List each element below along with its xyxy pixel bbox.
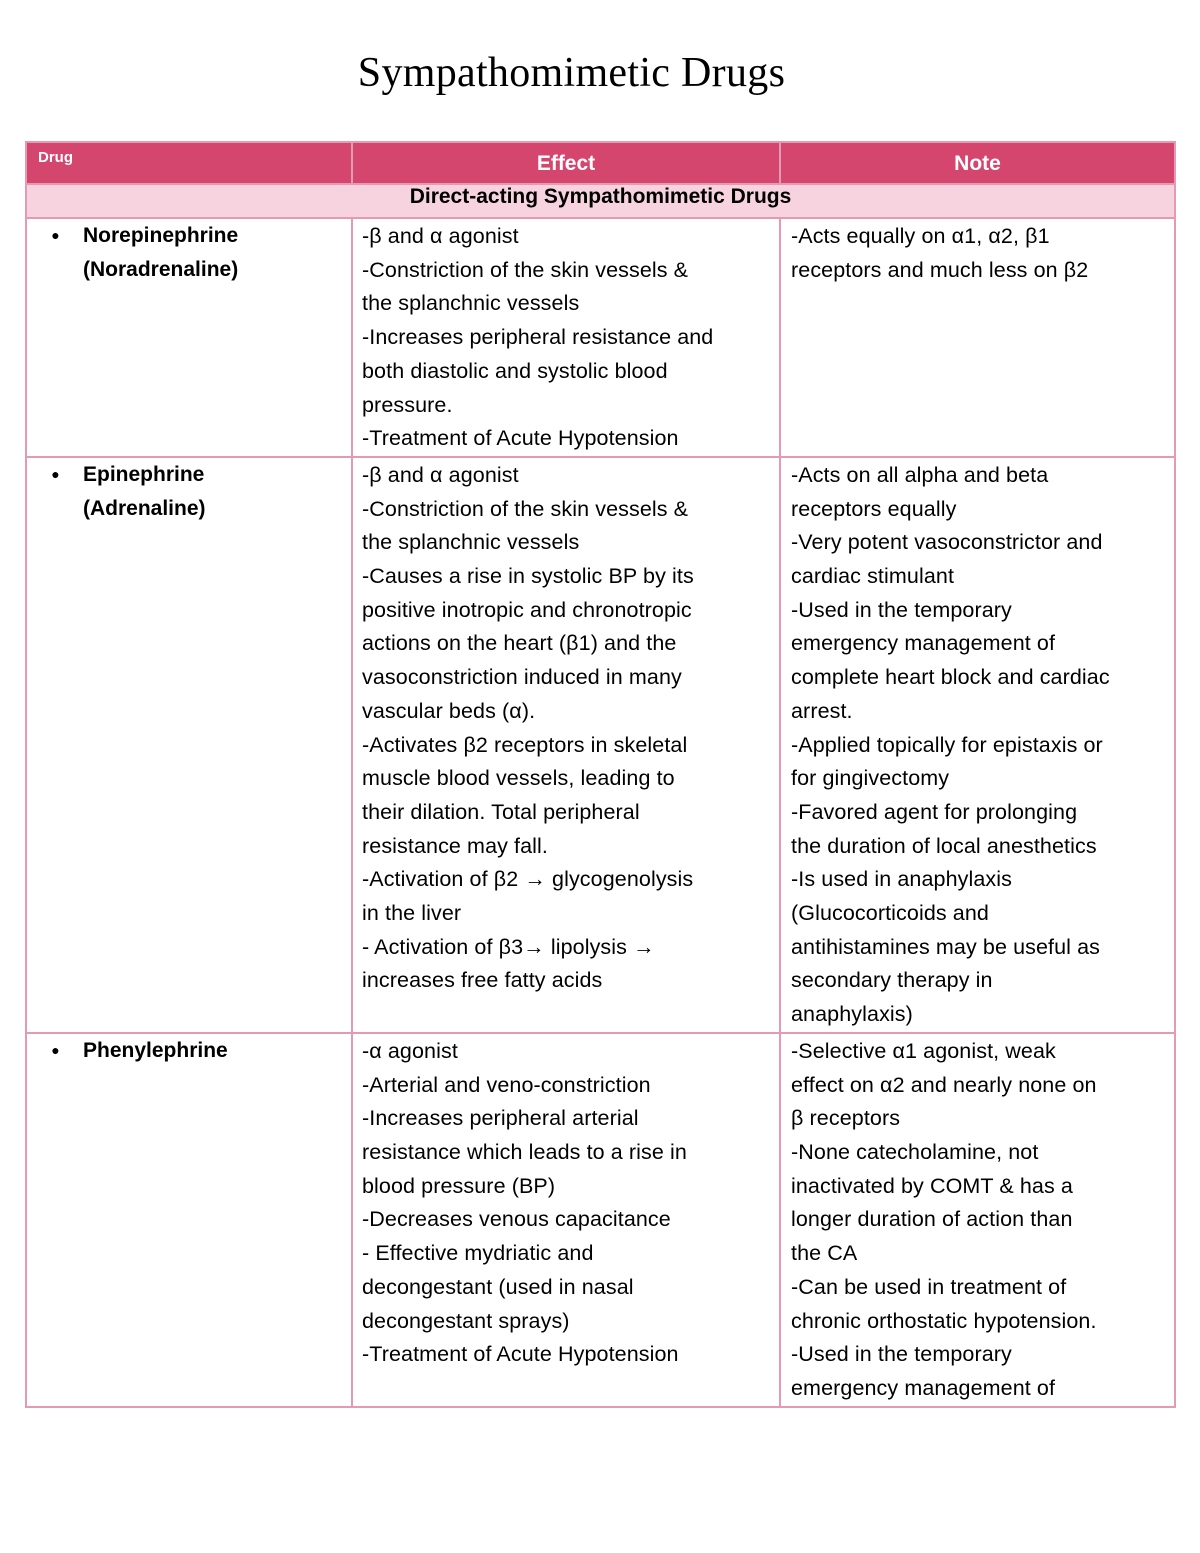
note-line: receptors and much less on β2 xyxy=(791,257,1089,282)
effect-line: - Effective mydriatic and xyxy=(362,1241,594,1266)
note-line: anaphylaxis) xyxy=(791,1002,913,1027)
note-line: effect on α2 and nearly none on xyxy=(791,1072,1097,1097)
effect-line: -Constriction of the skin vessels & xyxy=(362,257,689,282)
effect-line: -Decreases venous capacitance xyxy=(362,1207,671,1232)
table-body xyxy=(26,218,1175,1407)
note-line: β receptors xyxy=(791,1106,901,1131)
note-line: arrest. xyxy=(791,698,853,723)
effect-line: muscle blood vessels, leading to xyxy=(362,766,675,791)
note-line: inactivated by COMT & has a xyxy=(791,1173,1073,1198)
note-line: emergency management of xyxy=(791,631,1056,656)
note-line: -Favored agent for prolonging xyxy=(791,799,1078,824)
note-line: antihistamines may be useful as xyxy=(791,934,1101,959)
drug-name-line: (Noradrenaline) xyxy=(83,257,239,281)
effect-line: -α agonist xyxy=(362,1038,458,1063)
effect-cell xyxy=(352,218,780,457)
table-row xyxy=(26,457,1175,1033)
section-title: Direct-acting Sympathomimetic Drugs xyxy=(26,184,1175,218)
table-row xyxy=(26,1033,1175,1407)
effect-line: -Increases peripheral arterial xyxy=(362,1106,639,1131)
effect-line: actions on the heart (β1) and the xyxy=(362,631,677,656)
header-effect: Effect xyxy=(352,142,780,184)
note-line: (Glucocorticoids and xyxy=(791,901,989,926)
drug-name xyxy=(83,219,351,286)
effect-line: - Activation of β3→ lipolysis → xyxy=(362,934,655,959)
bullet-icon: ● xyxy=(51,465,60,482)
drug-name-line: Norepinephrine xyxy=(83,224,239,247)
drug-name xyxy=(83,458,351,525)
drug-list-item xyxy=(27,1034,351,1068)
note-line: -Applied topically for epistaxis or xyxy=(791,732,1103,757)
effect-line: -Activates β2 receptors in skeletal xyxy=(362,732,688,757)
note-line: chronic orthostatic hypotension. xyxy=(791,1308,1097,1333)
note-line: longer duration of action than xyxy=(791,1207,1073,1232)
effect-line: vasoconstriction induced in many xyxy=(362,665,682,690)
effect-line: their dilation. Total peripheral xyxy=(362,799,640,824)
table-header-row xyxy=(26,142,1175,184)
drug-name-line: (Adrenaline) xyxy=(83,496,206,520)
bullet-icon: ● xyxy=(51,227,60,243)
bullet-icon: ● xyxy=(51,1041,60,1058)
drug-table xyxy=(25,141,1176,1408)
note-line: the duration of local anesthetics xyxy=(791,833,1097,858)
note-line: -Acts equally on α1, α2, β1 xyxy=(791,224,1050,248)
note-line: -None catecholamine, not xyxy=(791,1139,1039,1164)
note-line: -Can be used in treatment of xyxy=(791,1274,1067,1299)
drug-cell xyxy=(26,1033,352,1407)
note-line: emergency management of xyxy=(791,1375,1056,1400)
note-cell xyxy=(780,1033,1175,1407)
effect-line: -Activation of β2 → glycogenolysis xyxy=(362,867,694,892)
drug-name-line: Phenylephrine xyxy=(83,1038,228,1062)
note-line: -Very potent vasoconstrictor and xyxy=(791,530,1103,555)
effect-cell xyxy=(352,1033,780,1407)
header-drug: Drug xyxy=(26,142,352,184)
note-line: -Acts on all alpha and beta xyxy=(791,462,1049,487)
effect-line: -Treatment of Acute Hypotension xyxy=(362,426,679,451)
effect-cell xyxy=(352,457,780,1033)
effect-line: increases free fatty acids xyxy=(362,968,603,993)
effect-line: the splanchnic vessels xyxy=(362,530,580,555)
note-line: -Is used in anaphylaxis xyxy=(791,867,1013,892)
section-row xyxy=(26,184,1175,218)
table-row xyxy=(26,218,1175,457)
drug-list-item xyxy=(27,219,351,286)
drug-cell xyxy=(26,218,352,457)
effect-line: decongestant sprays) xyxy=(362,1308,570,1333)
note-line: -Selective α1 agonist, weak xyxy=(791,1038,1056,1063)
note-line: cardiac stimulant xyxy=(791,564,955,589)
note-cell xyxy=(780,457,1175,1033)
drug-name xyxy=(83,1034,351,1068)
header-note: Note xyxy=(780,142,1175,184)
effect-line: -Causes a rise in systolic BP by its xyxy=(362,564,694,589)
effect-line: positive inotropic and chronotropic xyxy=(362,597,692,622)
effect-line: the splanchnic vessels xyxy=(362,291,580,316)
note-line: -Used in the temporary xyxy=(791,1342,1012,1367)
note-line: secondary therapy in xyxy=(791,968,993,993)
drug-name-line: Epinephrine xyxy=(83,462,205,486)
effect-line: vascular beds (α). xyxy=(362,698,536,723)
drug-cell xyxy=(26,457,352,1033)
effect-line: both diastolic and systolic blood xyxy=(362,358,668,383)
effect-line: in the liver xyxy=(362,901,462,926)
note-line: complete heart block and cardiac xyxy=(791,665,1110,690)
effect-line: resistance which leads to a rise in xyxy=(362,1139,687,1164)
effect-line: pressure. xyxy=(362,392,453,417)
note-cell xyxy=(780,218,1175,457)
effect-line: -β and α agonist xyxy=(362,462,519,487)
effect-line: -Increases peripheral resistance and xyxy=(362,325,714,350)
effect-line: -Arterial and veno-constriction xyxy=(362,1072,651,1097)
effect-line: -Treatment of Acute Hypotension xyxy=(362,1342,679,1367)
page-title: Sympathomimetic Drugs xyxy=(357,50,786,96)
effect-line: -Constriction of the skin vessels & xyxy=(362,496,689,521)
effect-line: -β and α agonist xyxy=(362,224,519,248)
note-line: -Used in the temporary xyxy=(791,597,1012,622)
effect-line: resistance may fall. xyxy=(362,833,549,858)
note-line: the CA xyxy=(791,1241,858,1266)
note-line: for gingivectomy xyxy=(791,766,950,791)
drug-list-item xyxy=(27,458,351,525)
effect-line: decongestant (used in nasal xyxy=(362,1274,634,1299)
effect-line: blood pressure (BP) xyxy=(362,1173,556,1198)
note-line: receptors equally xyxy=(791,496,957,521)
